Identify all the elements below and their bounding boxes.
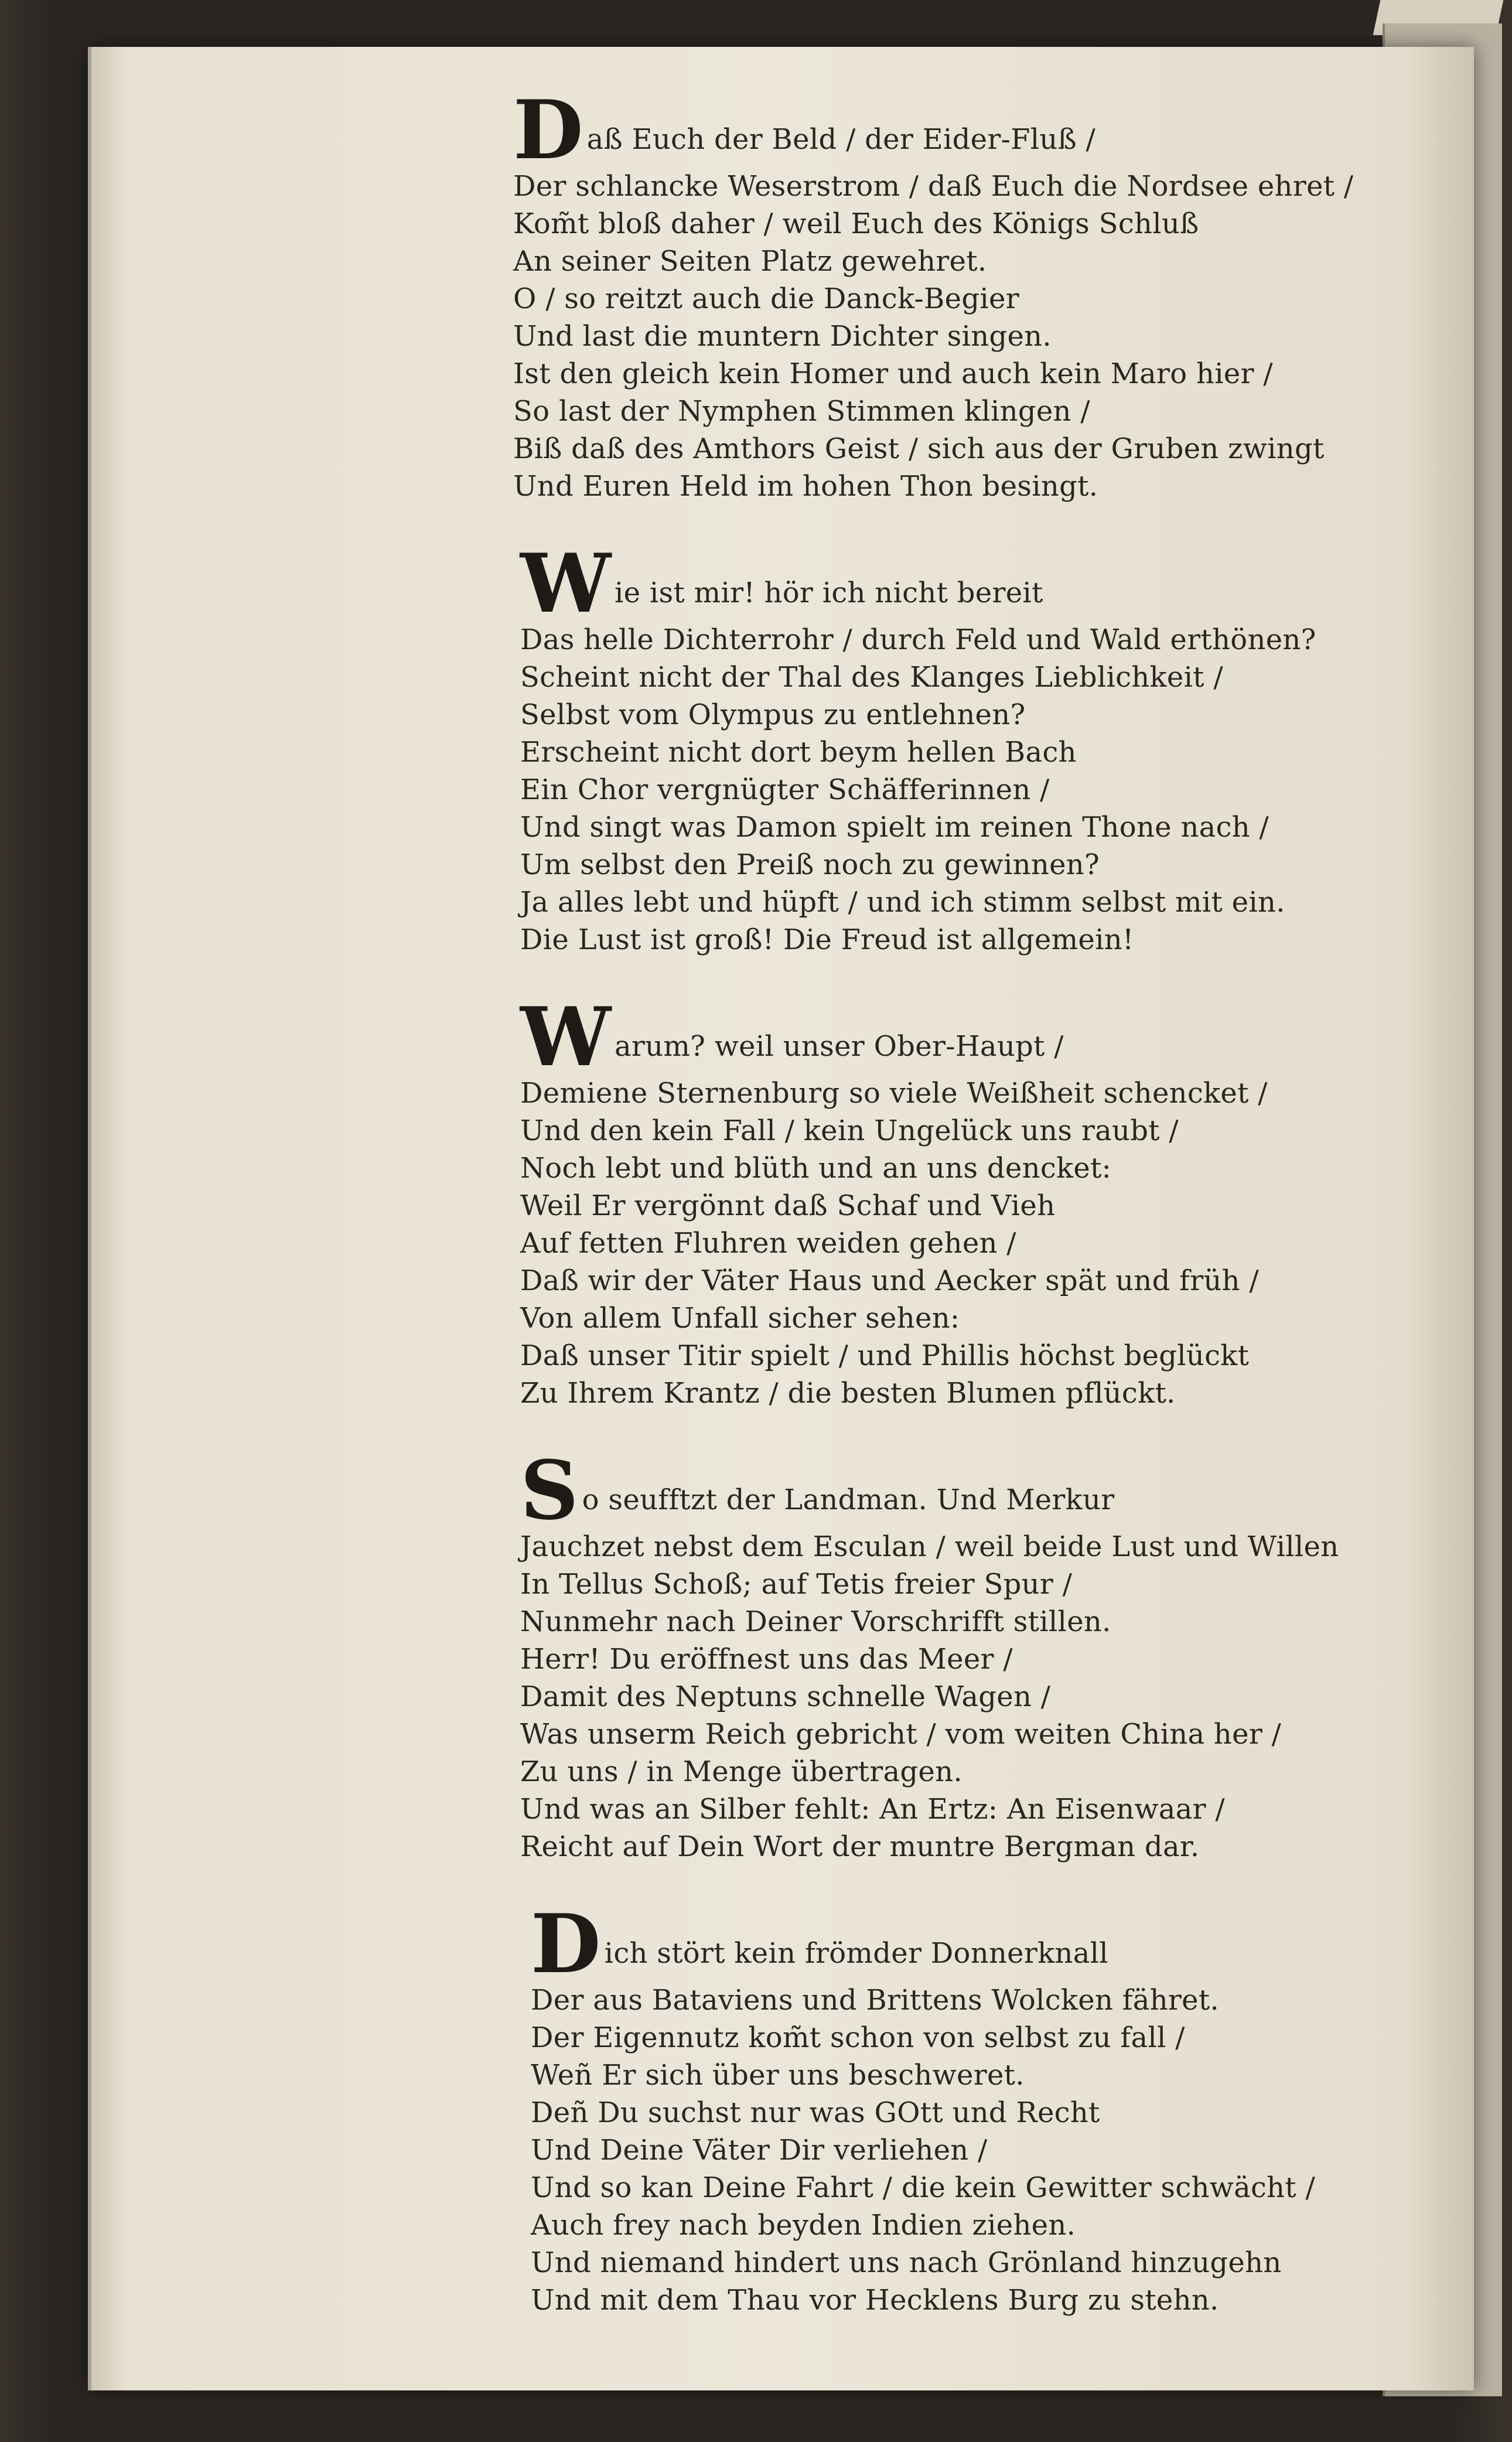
drop-cap: S bbox=[520, 1442, 579, 1538]
stanza-line: Und niemand hindert uns nach Grönland hinzugehn bbox=[531, 2246, 1282, 2279]
stanza-line: O / so reitzt auch die Danck-Begier bbox=[513, 282, 1019, 315]
stanza-line: Auf fetten Fluhren weiden gehen / bbox=[520, 1227, 1016, 1260]
document-page bbox=[88, 47, 1474, 2390]
stanza-line: Und den kein Fall / kein Ungelück uns raubt / bbox=[520, 1114, 1179, 1147]
stanza-line: Und Deine Väter Dir verliehen / bbox=[531, 2134, 988, 2167]
stanza-line: Kom̃t bloß daher / weil Euch des Königs Schluß bbox=[513, 207, 1199, 240]
stanza-line: In Tellus Schoß; auf Tetis freier Spur / bbox=[520, 1568, 1073, 1601]
stanza-4 bbox=[520, 1442, 1392, 1865]
stanza-line: Zu Ihrem Krantz / die besten Blumen pflückt. bbox=[520, 1377, 1176, 1410]
stanza-line: Nunmehr nach Deiner Vorschrifft stillen. bbox=[520, 1605, 1111, 1638]
stanza-line: Das helle Dichterrohr / durch Feld und Wald erthönen? bbox=[520, 623, 1316, 656]
stanza-line: Was unserm Reich gebricht / vom weiten China her / bbox=[520, 1718, 1282, 1751]
stanza-line: ie ist mir! hör ich nicht bereit bbox=[614, 577, 1043, 609]
stanza-line: Von allem Unfall sicher sehen: bbox=[520, 1302, 960, 1335]
stanza-line: ich stört kein frömder Donnerknall bbox=[604, 1937, 1108, 1970]
stanza-line: Und mit dem Thau vor Hecklens Burg zu stehn. bbox=[531, 2284, 1219, 2317]
stanza-line: Auch frey nach beyden Indien ziehen. bbox=[531, 2209, 1076, 2242]
stanza-line: Ist den gleich kein Homer und auch kein Maro hier / bbox=[513, 357, 1273, 390]
stanza-line: Und last die muntern Dichter singen. bbox=[513, 320, 1052, 353]
stanza-line: Und Euren Held im hohen Thon besingt. bbox=[513, 470, 1098, 503]
stanza-line: Weñ Er sich über uns beschweret. bbox=[531, 2059, 1025, 2092]
stanza-line: Und so kan Deine Fahrt / die kein Gewitter schwächt / bbox=[531, 2171, 1316, 2204]
stanza-3 bbox=[520, 989, 1392, 1412]
stanza-line: Demiene Sternenburg so viele Weißheit schencket / bbox=[520, 1077, 1268, 1110]
stanza-line: Jauchzet nebst dem Esculan / weil beide Lust und Willen bbox=[520, 1530, 1339, 1563]
stanza-line: Reicht auf Dein Wort der muntre Bergman dar. bbox=[520, 1830, 1200, 1863]
stanza-1 bbox=[513, 82, 1392, 505]
drop-cap: W bbox=[520, 989, 611, 1084]
poem bbox=[513, 82, 1392, 2360]
stanza-line: Weil Er vergönnt daß Schaf und Vieh bbox=[520, 1189, 1056, 1222]
stanza-line: Damit des Neptuns schnelle Wagen / bbox=[520, 1680, 1051, 1713]
stanza-line: arum? weil unser Ober-Haupt / bbox=[614, 1030, 1064, 1063]
stanza-line: Erscheint nicht dort beym hellen Bach bbox=[520, 736, 1077, 769]
stanza-line: Und singt was Damon spielt im reinen Thone nach / bbox=[520, 811, 1269, 844]
stanza-line: Scheint nicht der Thal des Klanges Lieblichkeit / bbox=[520, 661, 1223, 694]
stanza-2 bbox=[520, 536, 1392, 959]
stanza-line: Ein Chor vergnügter Schäfferinnen / bbox=[520, 773, 1050, 806]
drop-cap: D bbox=[513, 82, 583, 178]
stanza-line: Daß wir der Väter Haus und Aecker spät und früh / bbox=[520, 1264, 1259, 1297]
stanza-line: Herr! Du eröffnest uns das Meer / bbox=[520, 1643, 1013, 1676]
stanza-line: Der aus Bataviens und Brittens Wolcken fähret. bbox=[531, 1984, 1220, 2017]
stanza-line: Der schlancke Weserstrom / daß Euch die Nordsee ehret / bbox=[513, 170, 1354, 203]
stanza-line: So last der Nymphen Stimmen klingen / bbox=[513, 395, 1090, 428]
stanza-line: An seiner Seiten Platz gewehret. bbox=[513, 245, 987, 278]
stanza-line: Der Eigennutz kom̃t schon von selbst zu fall / bbox=[531, 2021, 1185, 2054]
stanza-line: aß Euch der Beld / der Eider-Fluß / bbox=[586, 123, 1095, 156]
stanza-line: Deñ Du suchst nur was GOtt und Recht bbox=[531, 2096, 1100, 2129]
stanza-line: Noch lebt und blüth und an uns dencket: bbox=[520, 1152, 1112, 1185]
stanza-line: Die Lust ist groß! Die Freud ist allgemein! bbox=[520, 923, 1134, 956]
stanza-line: Biß daß des Amthors Geist / sich aus der Gruben zwingt bbox=[513, 432, 1325, 465]
drop-cap: D bbox=[531, 1896, 601, 1991]
stanza-line: Selbst vom Olympus zu entlehnen? bbox=[520, 698, 1026, 731]
stanza-line: o seufftzt der Landman. Und Merkur bbox=[582, 1483, 1115, 1516]
stanza-line: Um selbst den Preiß noch zu gewinnen? bbox=[520, 848, 1100, 881]
stanza-line: Und was an Silber fehlt: An Ertz: An Eisenwaar / bbox=[520, 1793, 1225, 1826]
stanza-line: Ja alles lebt und hüpft / und ich stimm selbst mit ein. bbox=[520, 886, 1285, 919]
stanza-line: Zu uns / in Menge übertragen. bbox=[520, 1755, 963, 1788]
stanza-5 bbox=[531, 1896, 1392, 2319]
drop-cap: W bbox=[520, 536, 611, 631]
stanza-line: Daß unser Titir spielt / und Phillis höchst beglückt bbox=[520, 1339, 1250, 1372]
